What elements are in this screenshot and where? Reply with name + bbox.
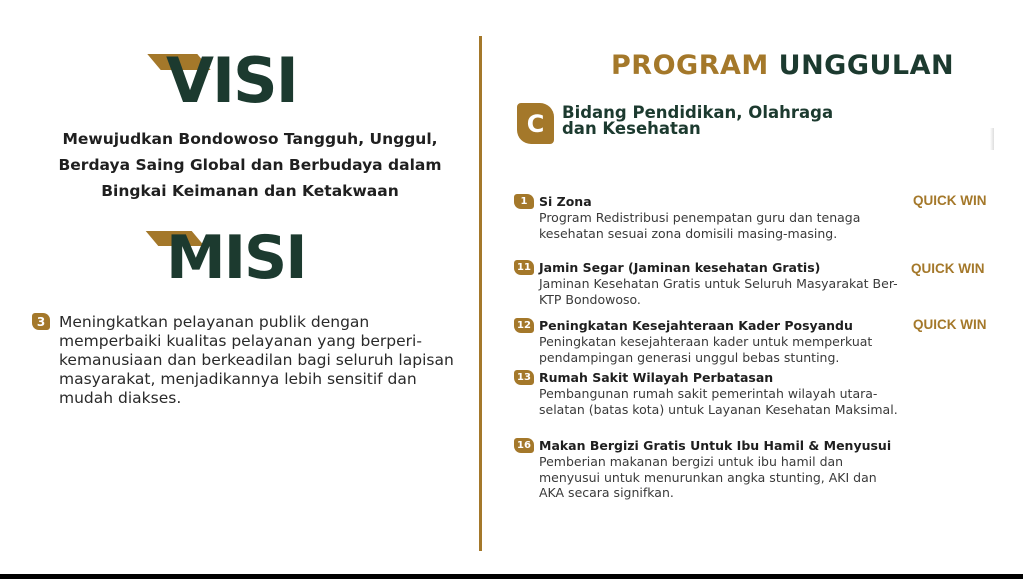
program-item bbox=[514, 438, 894, 502]
program-item-title: Jamin Segar (Jaminan kesehatan Gratis) bbox=[539, 260, 821, 275]
number-badge: 13 bbox=[514, 370, 534, 385]
misi-heading: MISI bbox=[166, 223, 306, 293]
number-badge: 1 bbox=[514, 194, 534, 209]
bottom-bar bbox=[0, 574, 1023, 579]
program-item-title: Peningkatan Kesejahteraan Kader Posyandu bbox=[539, 318, 853, 333]
program-item-desc: Peningkatan kesejahteraan kader untuk memperkuat pendampingan generasi unggul bebas stunting. bbox=[539, 334, 873, 365]
number-badge: 11 bbox=[514, 260, 534, 275]
number-badge: 12 bbox=[514, 318, 534, 333]
section-title bbox=[562, 105, 833, 137]
section-letter-badge: C bbox=[517, 103, 554, 144]
visi-statement: Mewujudkan Bondowoso Tangguh, Unggul, Berdaya Saing Global dan Berbudaya dalam Bingkai Keimanan dan Ketakwaan bbox=[58, 130, 442, 200]
edge-shadow bbox=[990, 128, 994, 150]
program-item-title: Si Zona bbox=[539, 194, 592, 209]
program-item-desc: Pemberian makanan bergizi untuk ibu hamil dan menyusui untuk menurunkan angka stunting, AKI dan AKA secara signifkan. bbox=[539, 454, 877, 500]
program-item-desc: Pembangunan rumah sakit pemerintah wilayah utara-selatan (batas kota) untuk Layanan Kesehatan Maksimal. bbox=[539, 386, 898, 417]
number-badge: 3 bbox=[32, 313, 50, 330]
misi-item-text: Meningkatkan pelayanan publik dengan memperbaiki kualitas pelayanan yang berperi-kemanusiaan dan berkeadilan bagi seluruh lapisan masyarakat, menjadikannya lebih sensitif dan mudah diakses. bbox=[59, 313, 454, 407]
visi-heading: VISI bbox=[166, 44, 297, 117]
program-item-title: Makan Bergizi Gratis Untuk Ibu Hamil & Menyusui bbox=[539, 438, 892, 453]
program-item bbox=[514, 260, 898, 308]
program-item bbox=[514, 318, 894, 366]
number-badge: 16 bbox=[514, 438, 534, 453]
program-item bbox=[514, 370, 898, 434]
quick-win-tag: QUICK WIN bbox=[913, 317, 987, 332]
program-title-part1: PROGRAM bbox=[611, 50, 769, 81]
program-item bbox=[514, 194, 894, 244]
quick-win-tag: QUICK WIN bbox=[913, 193, 987, 208]
quick-win-tag: QUICK WIN bbox=[911, 261, 985, 276]
program-title bbox=[611, 50, 954, 81]
section-title-line2: dan Kesehatan bbox=[562, 119, 701, 138]
program-title-part2: UNGGULAN bbox=[778, 50, 955, 81]
program-item-title: Rumah Sakit Wilayah Perbatasan bbox=[539, 370, 774, 385]
vertical-divider bbox=[479, 36, 482, 551]
program-item-desc: Program Redistribusi penempatan guru dan tenaga kesehatan sesuai zona domisili masing-masing. bbox=[539, 210, 861, 241]
program-item-desc: Jaminan Kesehatan Gratis untuk Seluruh Masyarakat Ber-KTP Bondowoso. bbox=[539, 276, 898, 307]
section-title-line1: Bidang Pendidikan, Olahraga bbox=[562, 103, 834, 122]
